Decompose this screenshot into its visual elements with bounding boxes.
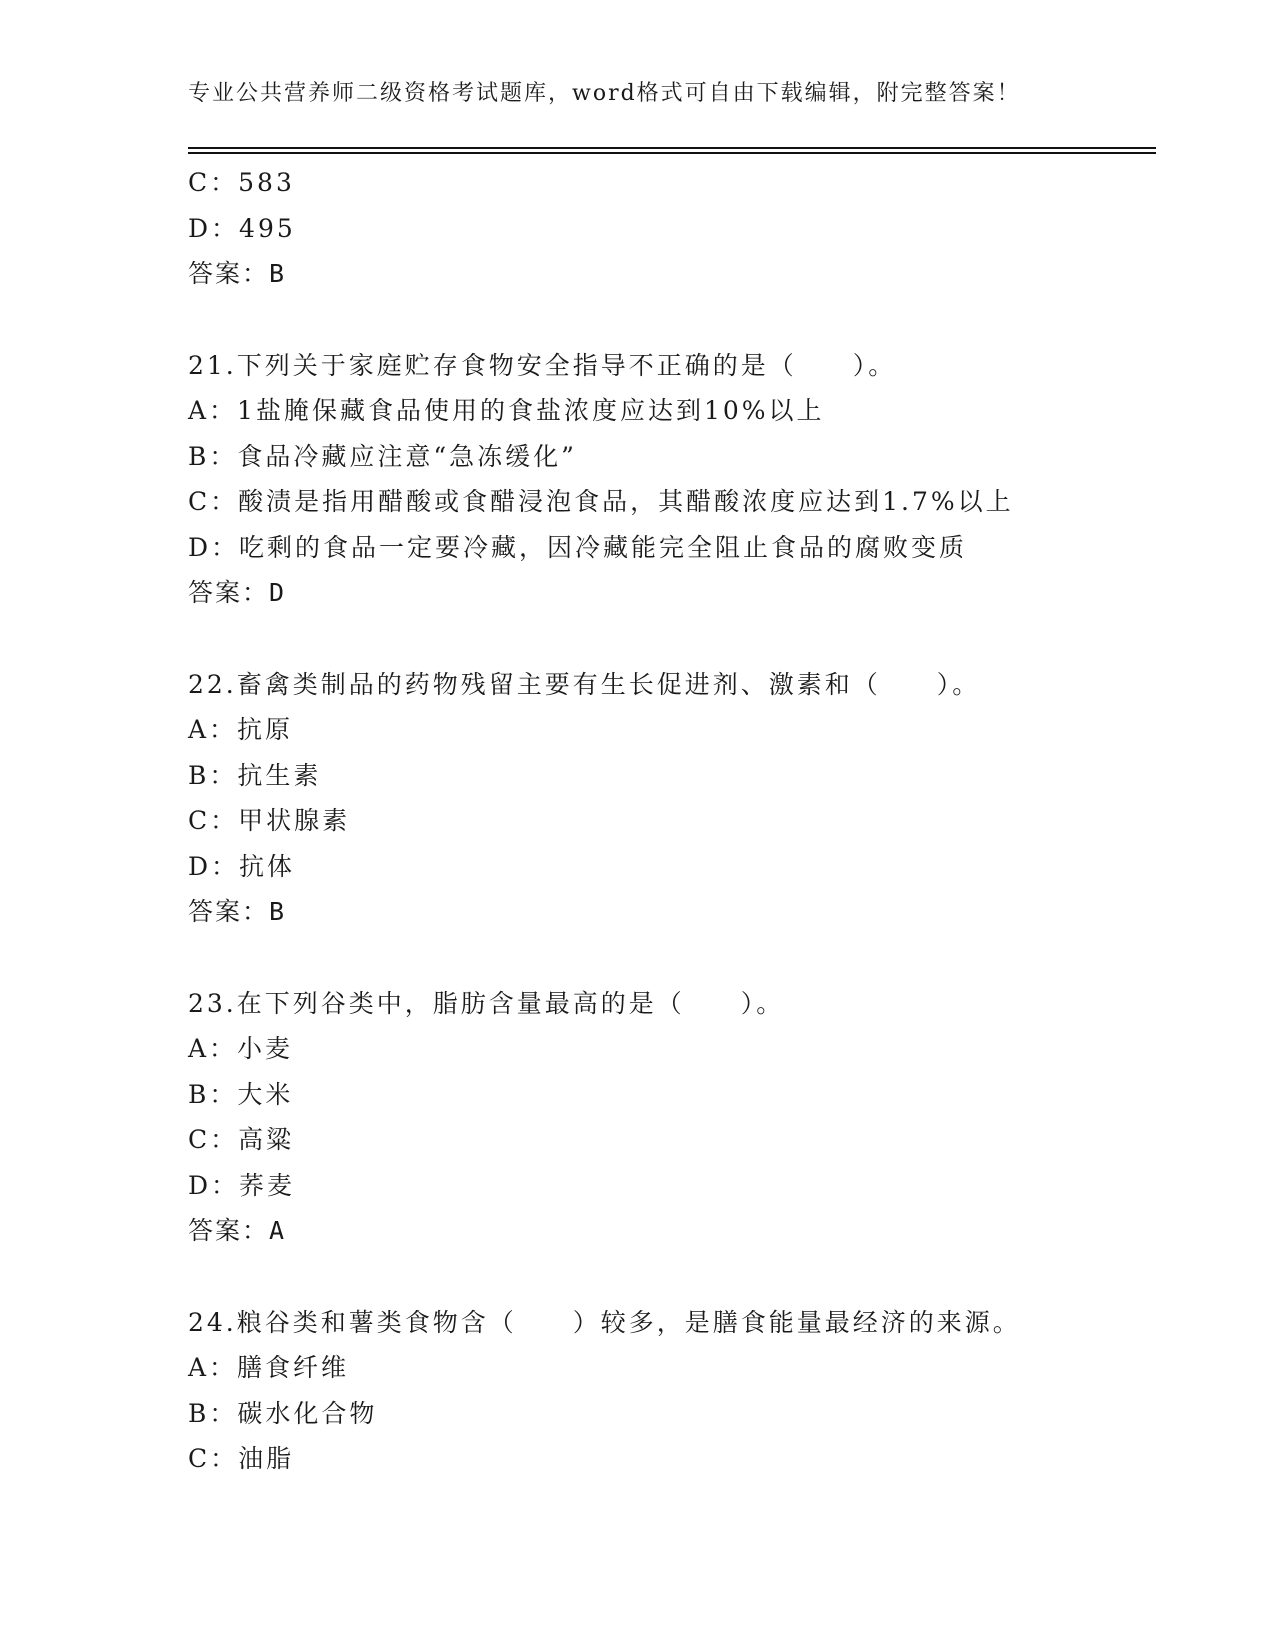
- answer-key: B: [269, 897, 287, 926]
- option-c: C：酸渍是指用醋酸或食醋浸泡食品，其醋酸浓度应达到1.7%以上: [188, 487, 1014, 516]
- option-a: A：1盐腌保藏食品使用的食盐浓度应达到10%以上: [188, 396, 825, 425]
- answer-line: [188, 570, 1148, 616]
- question-list: [188, 160, 1148, 1482]
- option-b: B：碳水化合物: [188, 1398, 378, 1428]
- option-a: A：膳食纤维: [188, 1353, 350, 1382]
- question-stem: 21.下列关于家庭贮存食物安全指导不正确的是（ ）。: [188, 350, 897, 380]
- option-d: D：抗体: [188, 851, 296, 881]
- option-d: D：495: [188, 213, 296, 243]
- answer-label: 答案：: [188, 259, 270, 288]
- header-rule-bottom: [188, 152, 1156, 154]
- option-b: B：食品冷藏应注意“急冻缓化”: [188, 441, 577, 471]
- answer-key: B: [269, 259, 287, 288]
- answer-key: A: [269, 1216, 287, 1245]
- option-c: C：高粱: [188, 1125, 295, 1154]
- question-24: [188, 1300, 1148, 1482]
- answer-line: [188, 889, 1148, 935]
- option-b: B：大米: [188, 1079, 294, 1109]
- option-b: B：抗生素: [188, 760, 322, 790]
- option-d: D：荞麦: [188, 1170, 296, 1200]
- question-22: [188, 662, 1148, 935]
- option-c: C：油脂: [188, 1444, 295, 1473]
- question-20-continuation: [188, 160, 1148, 297]
- answer-label: 答案：: [188, 897, 270, 926]
- answer-key: D: [269, 578, 287, 607]
- header-title: 专业公共营养师二级资格考试题库，word格式可自由下载编辑，附完整答案！: [188, 81, 1021, 106]
- question-23: [188, 981, 1148, 1254]
- answer-label: 答案：: [188, 1216, 270, 1245]
- option-c: C：甲状腺素: [188, 806, 351, 835]
- header-rule-top: [188, 147, 1156, 149]
- option-c: C：583: [188, 168, 295, 197]
- answer-label: 答案：: [188, 578, 270, 607]
- question-stem: 22.畜禽类制品的药物残留主要有生长促进剂、激素和（ ）。: [188, 669, 981, 699]
- question-stem: 24.粮谷类和薯类食物含（ ）较多，是膳食能量最经济的来源。: [188, 1307, 1021, 1337]
- option-a: A：小麦: [188, 1034, 294, 1063]
- question-stem: 23.在下列谷类中，脂肪含量最高的是（ ）。: [188, 988, 785, 1018]
- answer-line: [188, 1208, 1148, 1254]
- option-a: A：抗原: [188, 715, 294, 744]
- question-21: [188, 343, 1148, 616]
- answer-line: [188, 251, 1148, 297]
- option-d: D：吃剩的食品一定要冷藏，因冷藏能完全阻止食品的腐败变质: [188, 532, 968, 562]
